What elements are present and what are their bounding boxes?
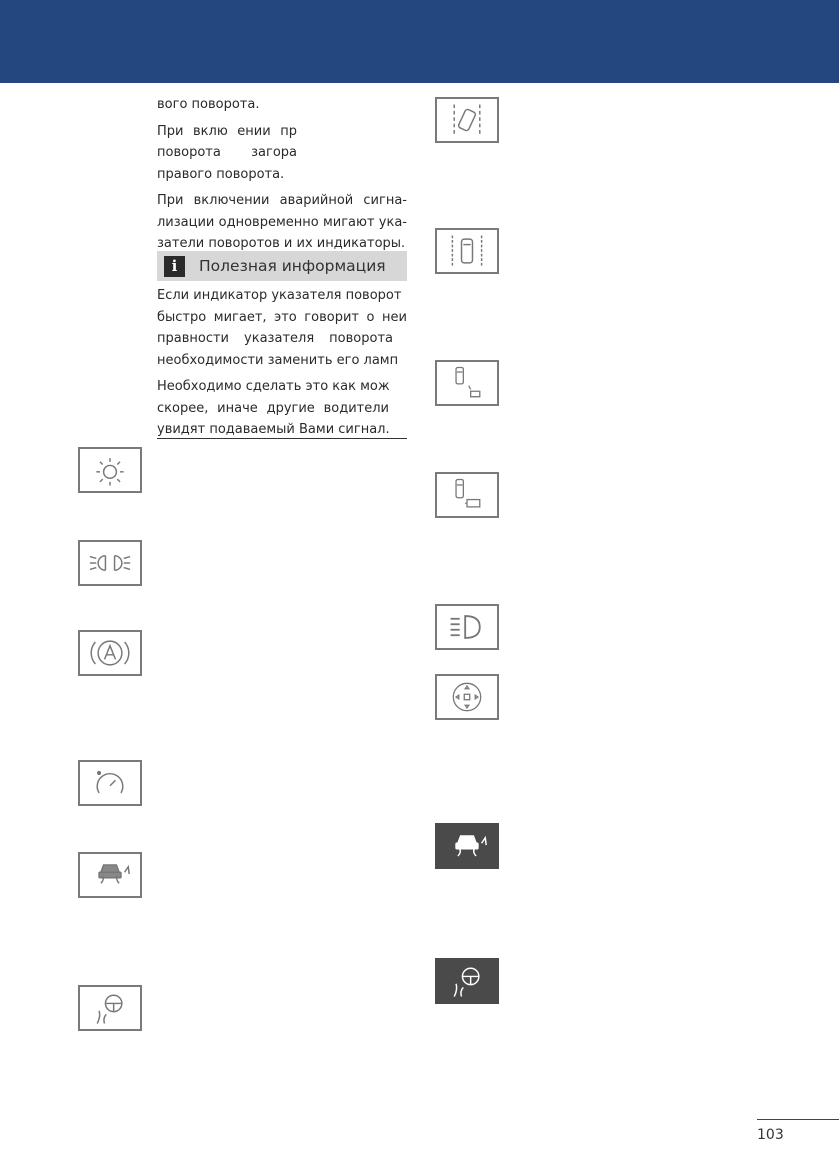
info-box-header (157, 251, 407, 281)
esc-active-icon (435, 823, 499, 869)
info-paragraph-2: Необходимо сделать это как мож скорее, иначе другие водители увидят подаваемый Вами сигнал. (157, 379, 390, 437)
paragraph-3: При включении аварийной сигна- лизации одновременно мигают ука- затели поворотов и их индикаторы. (157, 193, 407, 251)
info-title: Полезная информация (199, 257, 386, 275)
steering-assist-active-icon (435, 958, 499, 1004)
lane-departure-icon (435, 97, 499, 143)
text-column (157, 94, 407, 260)
info-icon: i (164, 256, 185, 277)
auto-hold-a-icon (78, 630, 142, 676)
page-number: 103 (757, 1127, 784, 1143)
info-paragraph-1: Если индикатор указателя поворот быстро мигает, это говорит о неи правности указателя поворота необходимости заменить его ламп (157, 288, 407, 368)
high-beam-icon (435, 604, 499, 650)
esc-off-icon (78, 852, 142, 898)
lane-keeping-icon (435, 228, 499, 274)
footer-line (757, 1119, 839, 1120)
paragraph-continuation: вого поворота. (157, 97, 260, 112)
section-divider (157, 438, 407, 439)
rear-cross-traffic-icon (435, 472, 499, 518)
info-text (157, 285, 407, 446)
speedometer-icon (78, 760, 142, 806)
blind-spot-icon (435, 360, 499, 406)
sun-lamp-icon (78, 447, 142, 493)
paragraph-2: При вклю ении пр поворота загора правого поворота. (157, 123, 297, 182)
steering-assist-icon (78, 985, 142, 1031)
side-lights-icon (78, 540, 142, 586)
header-band (0, 0, 839, 83)
parking-sensor-icon (435, 674, 499, 720)
